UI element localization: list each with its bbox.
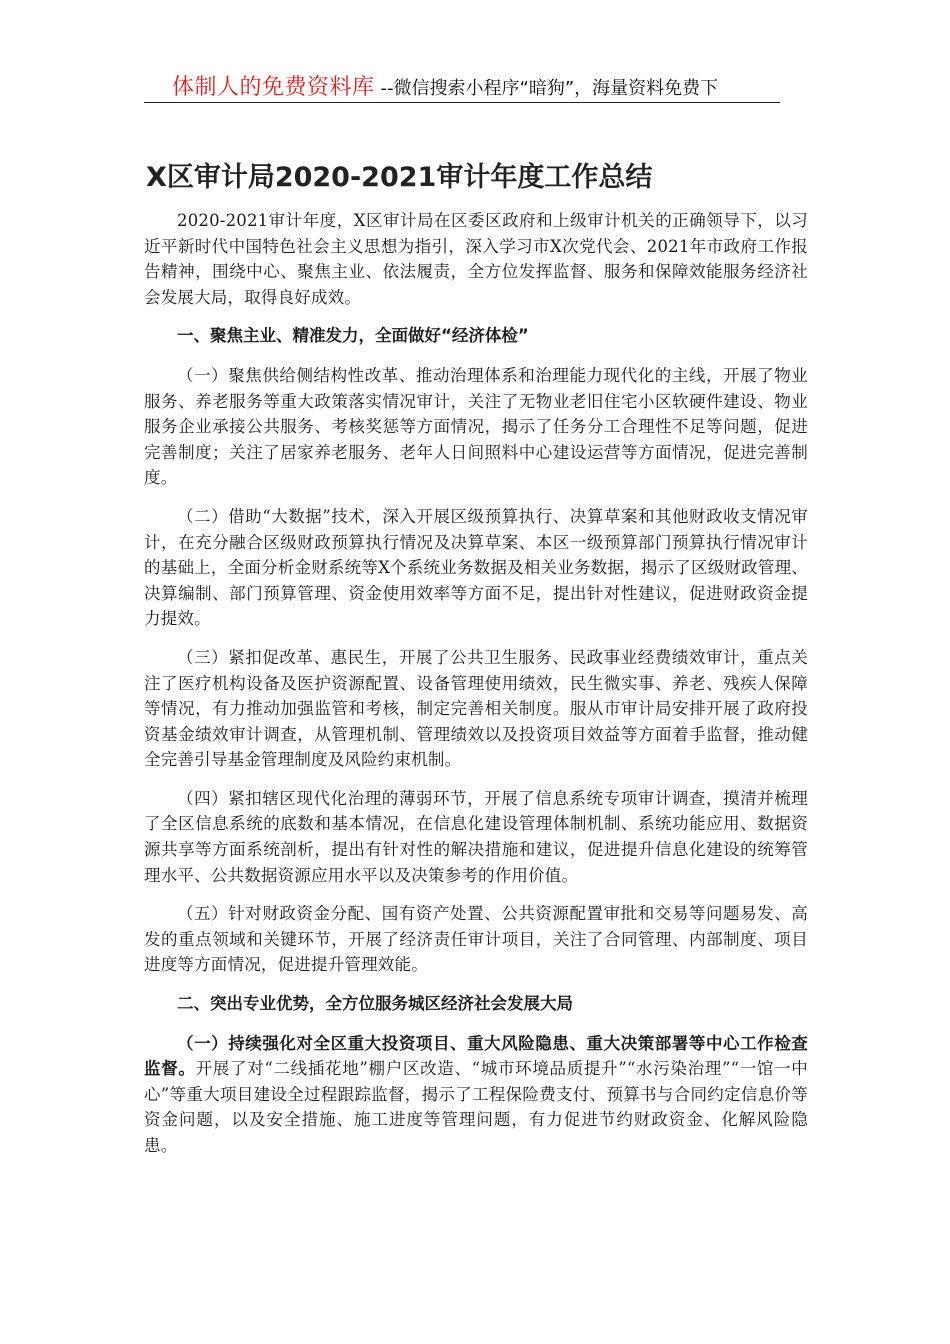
banner-site-name: 体制人的免费资料库 bbox=[172, 75, 375, 100]
section-1-paragraph-4: （四）紧扣辖区现代化治理的薄弱环节，开展了信息系统专项审计调查，摸清并梳理了全区信息系统的底数和基本情况，在信息化建设管理体制机制、系统功能应用、数据资源共享等方面系统剖析，提出有针对性的解决措施和建议，促进提升信息化建设的统筹管理水平、公共数据资源应用水平以及决策参考的作用价值。 bbox=[144, 788, 808, 885]
intro-paragraph: 2020-2021审计年度，X区审计局在区委区政府和上级审计机关的正确领导下，以习近平新时代中国特色社会主义思想为指引，深入学习市X次党代会、2021年市政府工作报告精神，围绕中心、聚焦主业、依法履责，全方位发挥监督、服务和保障效能服务经济社会发展大局，取得良好成效。 bbox=[144, 211, 808, 307]
section-1-paragraph-5: （五）针对财政资金分配、国有资产处置、公共资源配置审批和交易等问题易发、高发的重点领域和关键环节，开展了经济责任审计项目，关注了合同管理、内部制度、项目进度等方面情况，促进提升管理效能。 bbox=[144, 904, 808, 975]
header-banner bbox=[172, 70, 782, 104]
document-title: X区审计局2020-2021审计年度工作总结 bbox=[146, 162, 653, 193]
section-1-paragraph-2: （二）借助“大数据”技术，深入开展区级预算执行、决算草案和其他财政收支情况审计，在充分融合区级财政预算执行情况及决算草案、本区一级预算部门预算执行情况审计的基础上，全面分析金财系统等X个系统业务数据及相关业务数据，揭示了区级财政管理、决算编制、部门预算管理、资金使用效率等方面不足，提出针对性建议，促进财政资金提力提效。 bbox=[144, 506, 808, 629]
section-2-heading: 二、突出专业优势，全方位服务城区经济社会发展大局 bbox=[177, 994, 573, 1014]
section-1-paragraph-3: （三）紧扣促改革、惠民生，开展了公共卫生服务、民政事业经费绩效审计，重点关注了医疗机构设备及医护资源配置、设备管理使用绩效，民生微实事、养老、残疾人保障等情况，有力推动加强监管和考核，制定完善相关制度。服从市审计局安排开展了政府投资基金绩效审计调查，从管理机制、管理绩效以及投资项目效益等方面着手监督，推动健全完善引导基金管理制度及风险约束机制。 bbox=[144, 647, 808, 770]
section-2-paragraph-1-text: 开展了对“二线插花地”棚户区改造、“城市环境品质提升”“水污染治理”“一馆一中心”等重大项目建设全过程跟踪监督，揭示了工程保险费支付、预算书与合同约定信息价等资金问题，以及安全措施、施工进度等管理问题，有力促进节约财政资金、化解风险隐患。 bbox=[144, 1059, 808, 1155]
banner-promo-text: --微信搜索小程序“暗狗”，海量资料免费下 bbox=[380, 78, 719, 99]
section-1-paragraph-1: （一）聚焦供给侧结构性改革、推动治理体系和治理能力现代化的主线，开展了物业服务、养老服务等重大政策落实情况审计，关注了无物业老旧住宅小区软硬件建设、物业服务企业承接公共服务、考核奖惩等方面情况，揭示了任务分工合理性不足等问题，促进完善制度；关注了居家养老服务、老年人日间照料中心建设运营等方面情况，促进完善制度。 bbox=[144, 365, 808, 488]
document-body bbox=[144, 208, 808, 1172]
section-2-paragraph-1 bbox=[144, 1031, 808, 1159]
section-2-paragraph-1-lead: （一）持续强化对全区重大投资项目、重大风险隐患、重大决策部署等中心工作检查监督。 bbox=[144, 1033, 808, 1079]
section-1-heading: 一、聚焦主业、精准发力，全面做好“经济体检” bbox=[177, 326, 529, 346]
header-divider bbox=[144, 102, 780, 103]
